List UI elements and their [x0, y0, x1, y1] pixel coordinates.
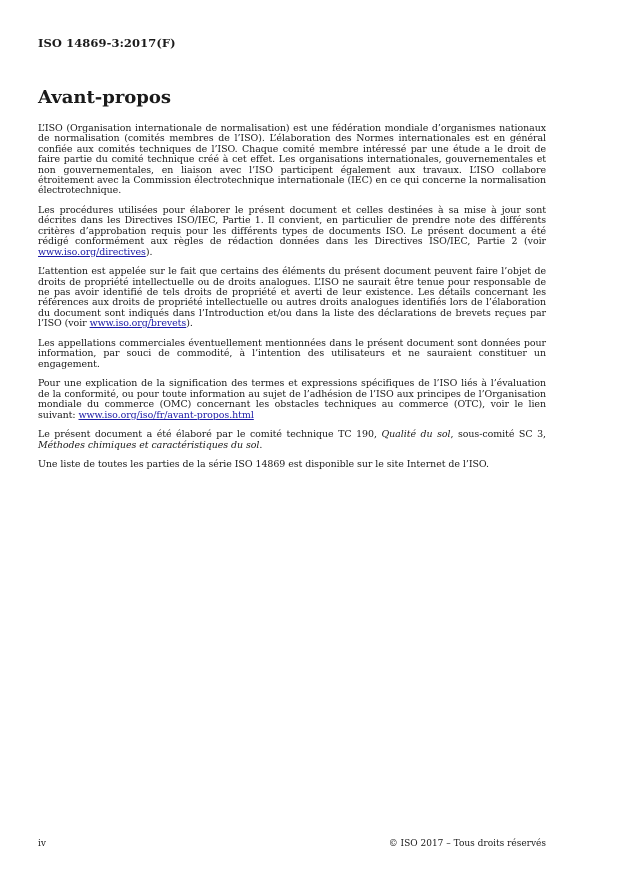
paragraph-text: .	[259, 439, 263, 451]
paragraph-trade-names: Les appellations commerciales éventuellement mentionnées dans le présent document sont données pour information, par souci de commodité, à l’intention des utilisateurs et ne sauraient constituer un engagement.	[38, 337, 546, 370]
paragraph-procedures	[38, 206, 546, 258]
subcommittee-title: Méthodes chimiques et caractéristiques du sol	[38, 439, 260, 451]
paragraph-text: Le présent document a été élaboré par le comité technique TC 190,	[38, 429, 382, 441]
paragraph-text: Les procédures utilisées pour élaborer le présent document et celles destinées à sa mise à jour sont décrites dans les Directives ISO/IEC, Partie 1. Il convient, en particulier de prendre note des différents critères d’approbation requis pour les différents types de documents ISO. Le présent document a été rédigé conformément aux règles de rédaction données dans les Directives ISO/IEC, Partie 2 (voir	[38, 205, 546, 248]
paragraph-series: Une liste de toutes les parties de la série ISO 14869 est disponible sur le site Internet de l’ISO.	[38, 459, 489, 471]
paragraph-text: , sous-comité SC 3,	[450, 429, 546, 441]
paragraph-text: Pour une explication de la signification des termes et expressions spécifiques de l’ISO liés à l’évaluation de la conformité, ou pour toute information au sujet de l’adhésion de l’ISO aux principes de l’Organisation mondiale du commerce (OMC) concernant les obstacles techniques au commerce (OTC), voir le lien suivant:	[38, 378, 546, 421]
foreword-body	[38, 124, 546, 480]
paragraph-text: ).	[186, 318, 193, 330]
patents-link[interactable]: www.iso.org/brevets	[89, 318, 187, 330]
paragraph-text: ).	[145, 246, 153, 258]
page-title: Avant-propos	[38, 87, 172, 108]
document-id: ISO 14869-3:2017(F)	[38, 36, 176, 50]
paragraph-patents	[38, 267, 546, 329]
copyright-notice: © ISO 2017 – Tous droits réservés	[388, 839, 546, 849]
paragraph-conformity	[38, 379, 546, 421]
committee-title: Qualité du sol	[381, 429, 451, 441]
paragraph-iso-intro: L’ISO (Organisation internationale de normalisation) est une fédération mondiale d’organismes nationaux de normalisation (comités membres de l’ISO). L’élaboration des Normes internationales est en général confiée aux comités techniques de l’ISO. Chaque comité membre intéressé par une étude a le droit de faire partie du comité technique créé à cet effet. Les organisations internationales, gouvernementales et non gouvernementales, en liaison avec l’ISO participent également aux travaux. L’ISO collabore étroitement avec la Commission électrotechnique internationale (IEC) en ce qui concerne la normalisation électrotechnique.	[38, 123, 546, 197]
page-number: iv	[38, 839, 46, 849]
directives-link[interactable]: www.iso.org/directives	[38, 246, 146, 258]
paragraph-text: L’attention est appelée sur le fait que certains des éléments du présent document peuvent faire l’objet de droits de propriété intellectuelle ou de droits analogues. L’ISO ne saurait être tenue pour responsable de ne pas avoir identifié de tels droits de propriété et averti de leur existence. Les détails concernant les références aux droits de propriété intellectuelle ou autres droits analogues identifiés lors de l’élaboration du document sont indiqués dans l’Introduction et/ou dans la liste des déclarations de brevets reçues par l’ISO (voir	[38, 266, 546, 330]
foreword-info-link[interactable]: www.iso.org/iso/fr/avant-propos.html	[78, 409, 254, 421]
paragraph-committee	[38, 430, 546, 451]
